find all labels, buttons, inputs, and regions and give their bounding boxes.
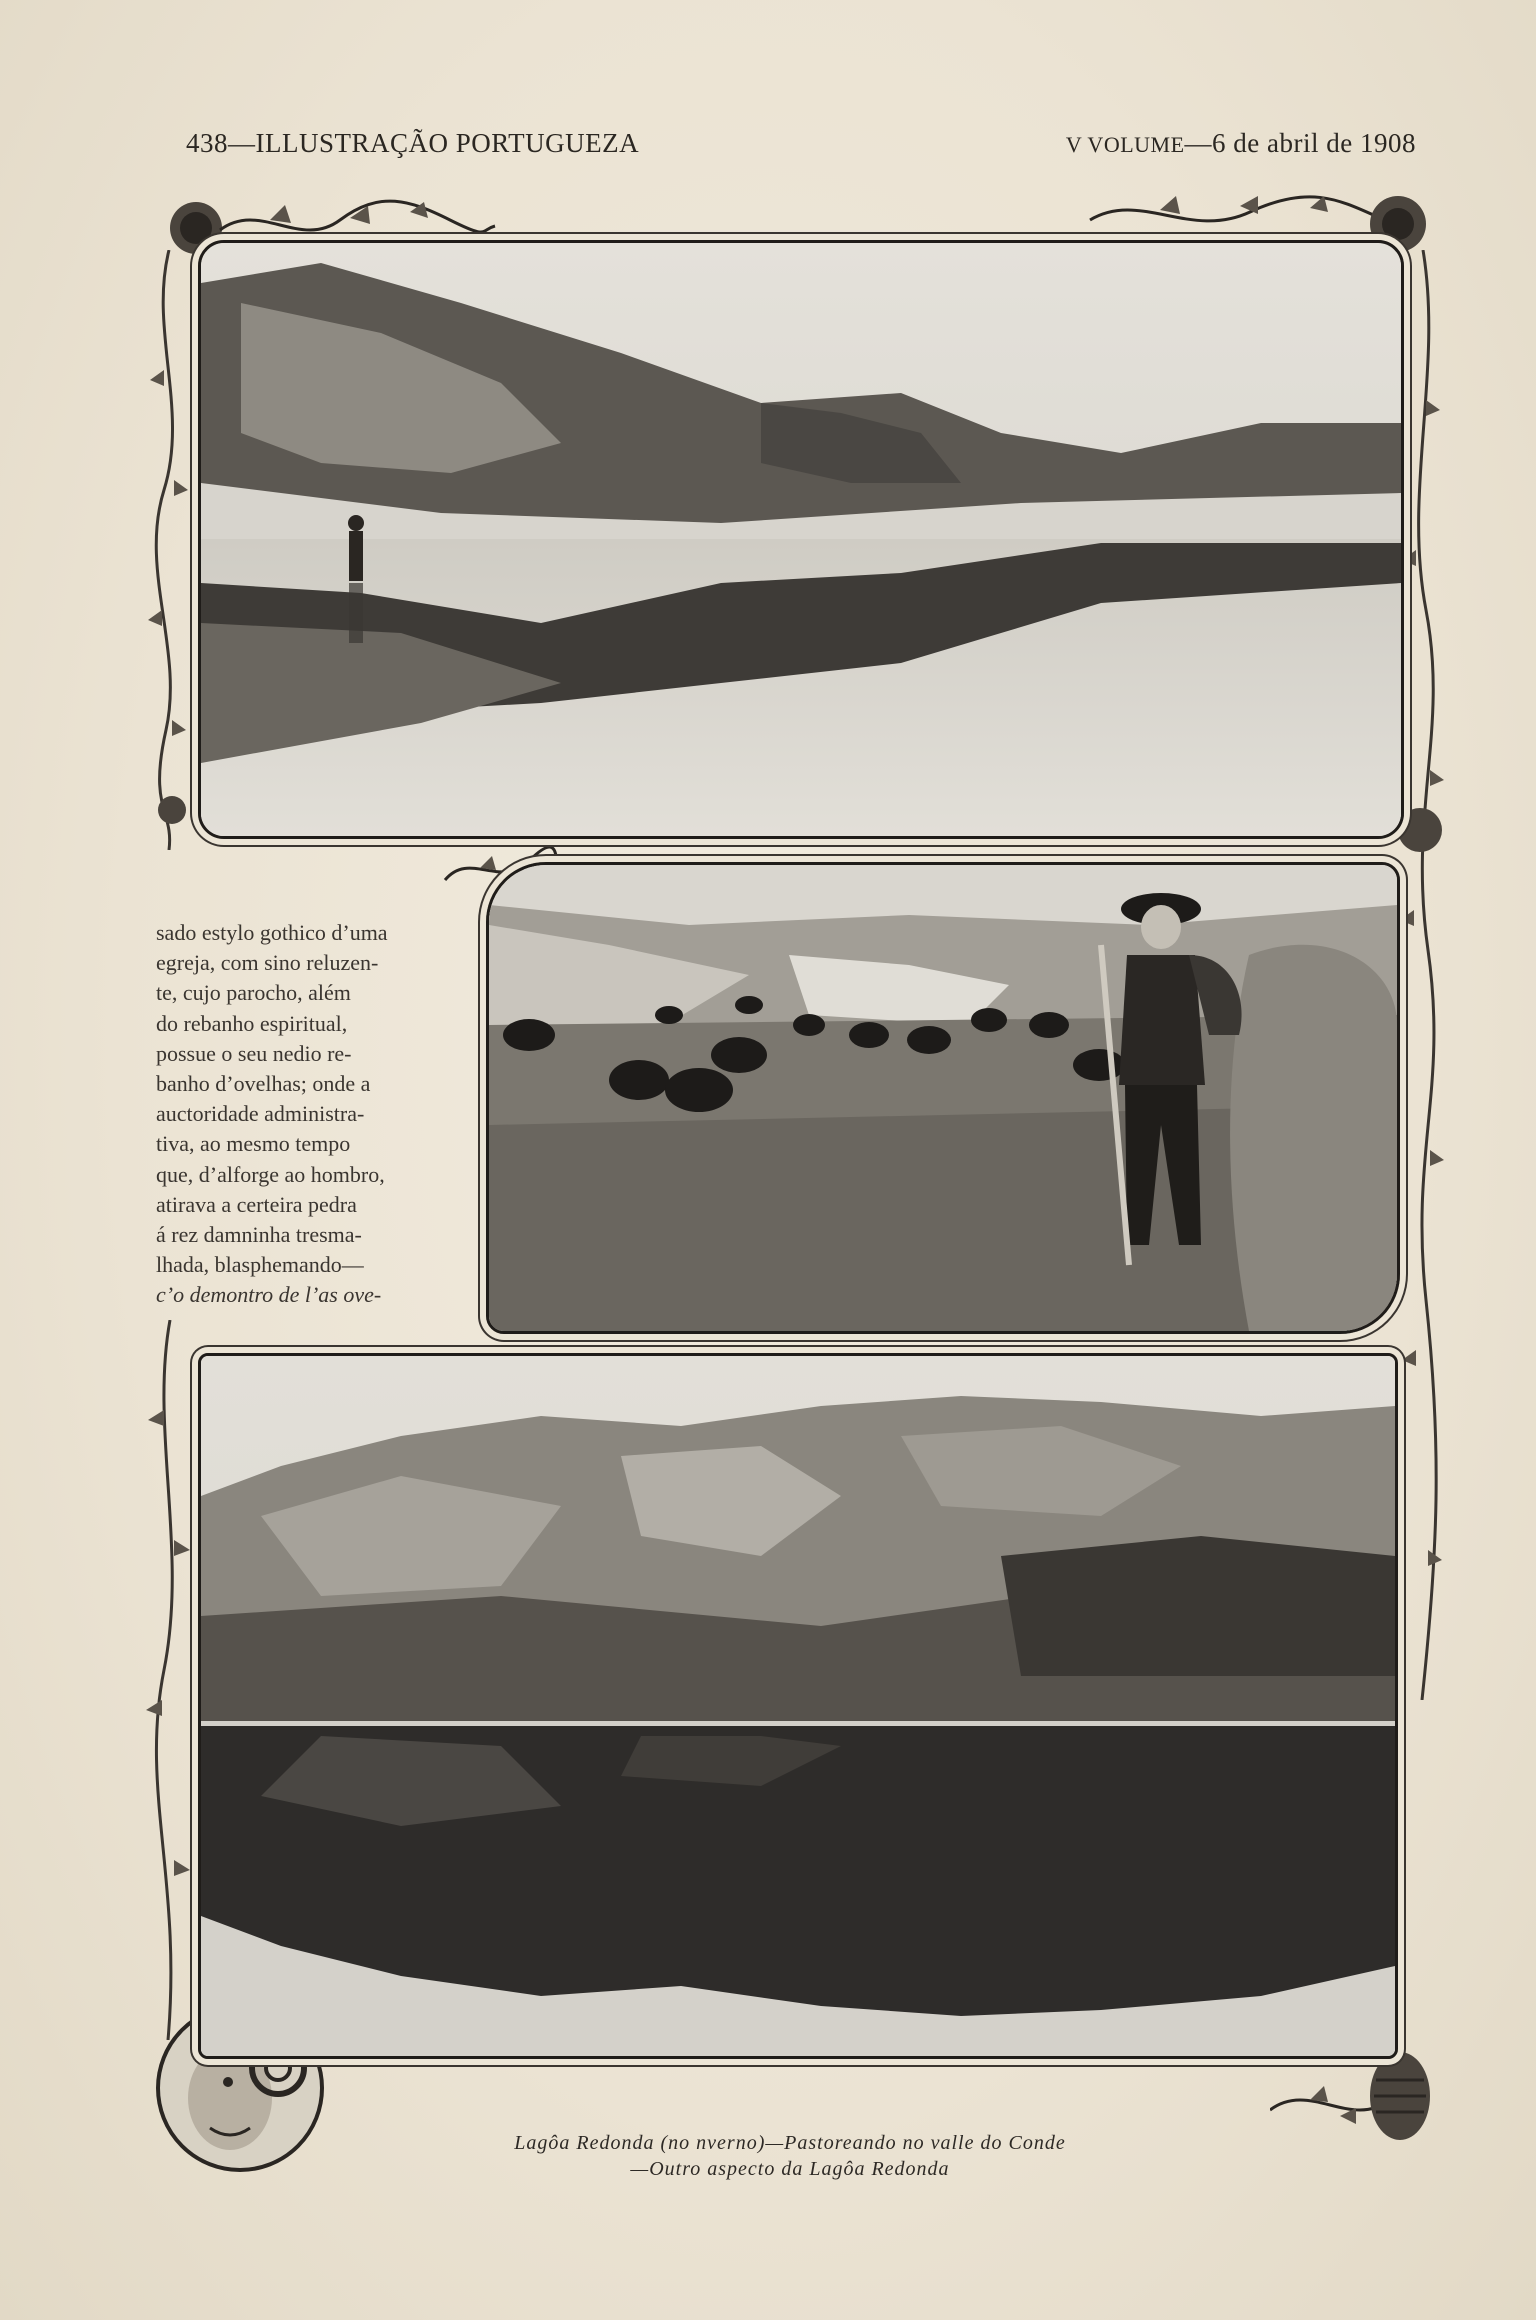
caption-line-1: Lagôa Redonda (no nverno)—Pastoreando no valle do Conde (514, 2132, 1066, 2154)
shepherd-with-sheep-photo (486, 862, 1400, 1334)
article-body-text (156, 918, 460, 1311)
vine-ornament-left-upper (144, 250, 194, 850)
body-line-12: lhada, blasphemando— (156, 1252, 364, 1278)
body-line-7: auctoridade administra- (156, 1101, 365, 1127)
body-line-6: banho d’ovelhas; onde a (156, 1071, 371, 1097)
body-line-8: tiva, ao mesmo tempo (156, 1131, 351, 1157)
page-number-and-title: 438—ILLUSTRAÇÃO PORTUGUEZA (186, 128, 640, 158)
body-line-3: te, cujo parocho, além (156, 980, 351, 1006)
rocky-lake-reflection-photo (198, 1353, 1398, 2059)
mountain-lake-winter-photo (198, 240, 1404, 839)
body-line-1: sado estylo gothico d’uma (156, 920, 388, 945)
photo-caption (360, 2130, 1220, 2182)
volume-label: V VOLUME (1065, 132, 1185, 157)
volume-and-date (1066, 128, 1416, 159)
body-line-2: egreja, com sino reluzen- (156, 950, 379, 976)
body-line-9: que, d’alforge ao hombro, (156, 1161, 385, 1187)
vine-ornament-left-lower (142, 1320, 196, 2040)
body-line-11: á rez damninha tresma- (156, 1222, 362, 1248)
page-header (186, 128, 1416, 168)
vine-ornament-right (1398, 250, 1448, 1700)
issue-date: —6 de abril de 1908 (1184, 128, 1416, 158)
body-line-5: possue o seu nedio re- (156, 1040, 352, 1066)
body-line-10: atirava a certeira pedra (156, 1191, 357, 1217)
body-line-4: do rebanho espiritual, (156, 1010, 348, 1036)
caption-line-2: —Outro aspecto da Lagôa Redonda (630, 2158, 950, 2180)
body-line-13: c’o demontro de l’as ove- (156, 1282, 382, 1308)
